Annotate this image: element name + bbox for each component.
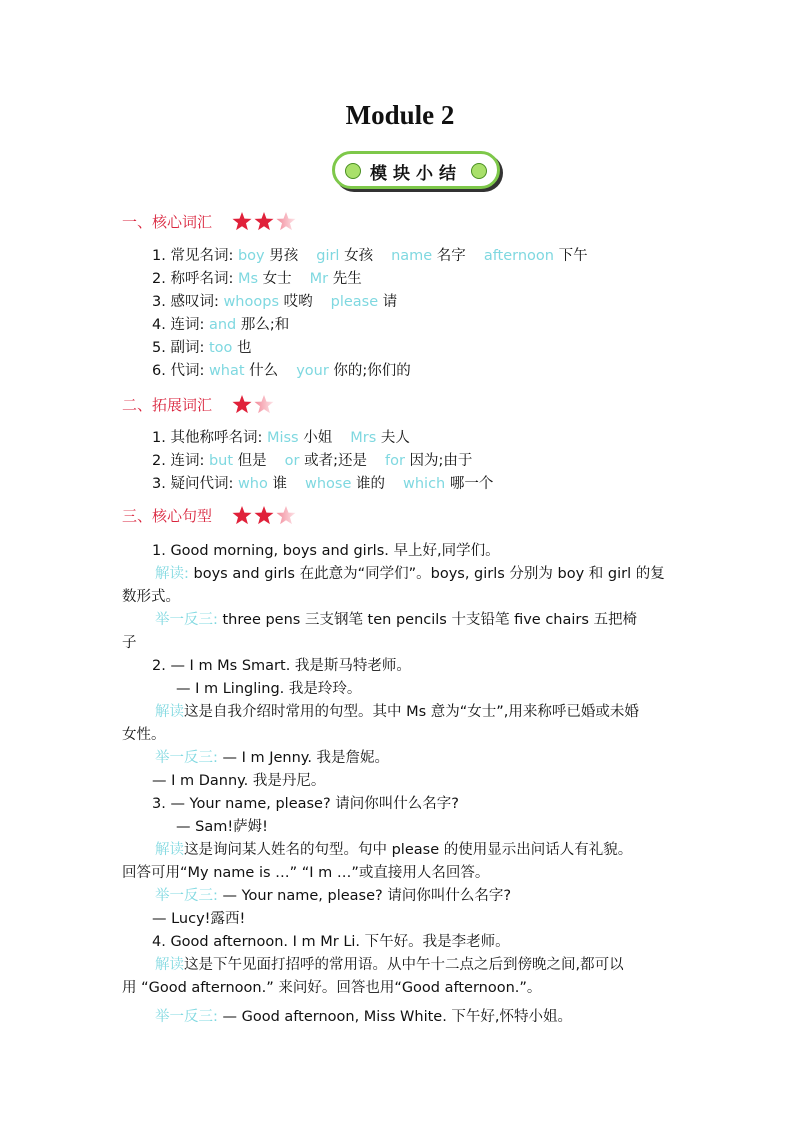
vocab-meaning: 因为;由于 [404,453,473,469]
vocab-word: girl [316,248,340,264]
item-number: 3. [152,476,171,492]
example-line [155,885,511,907]
explanation-line [155,563,665,585]
example-text: — Your name, please? 请问你叫什么名字? [217,888,512,904]
vocab-word: but [208,453,234,469]
category-label: 其他称呼名词: [170,430,267,446]
explanation-text: 用 “Good afternoon.” 来问好。回答也用“Good afternoon.”。 [122,980,542,996]
rating-stars-icon [232,505,312,527]
vocab-line [152,427,410,449]
sentence-text: 1. Good morning, boys and girls. 早上好,同学们。 [152,543,500,559]
vocab-word: please [330,294,379,310]
item-number: 2. [152,453,171,469]
category-label: 疑问代词: [170,476,238,492]
example-text: 子 [122,635,137,651]
jiedu-label: 解读: [155,566,189,582]
example-line [155,747,389,769]
explanation-text: 这是询问某人姓名的句型。句中 please 的使用显示出问话人有礼貌。 [184,842,633,858]
fansan-label: 举一反三: [155,612,218,628]
star-half-icon [276,506,295,524]
fansan-label: 举一反三: [155,1009,218,1025]
category-label: 副词: [170,340,209,356]
star-full-icon [254,212,273,230]
vocab-meaning: 女士 [258,271,292,287]
vocab-word: name [391,248,433,264]
vocab-meaning: 谁的 [351,476,385,492]
vocab-meaning: 那么;和 [236,317,290,333]
sentence-text: 2. — I m Ms Smart. 我是斯马特老师。 [152,658,411,674]
vocab-word: afternoon [483,248,554,264]
example-text: — Lucy!露西! [152,911,246,927]
vocab-word: and [208,317,237,333]
item-number: 1. [152,430,171,446]
section-label: 一、核心词汇 [122,213,213,231]
star-half-icon [254,395,273,413]
vocab-meaning: 夫人 [376,430,410,446]
example-text: three pens 三支钢笔 ten pencils 十支铅笔 five chairs 五把椅 [217,612,638,628]
explanation-line [155,839,632,861]
vocab-meaning: 下午 [553,248,588,264]
vocab-line [152,314,289,336]
vocab-word: boy [237,248,265,264]
vocab-meaning: 什么 [244,363,279,379]
vocab-word: or [284,453,300,469]
category-label: 代词: [170,363,209,379]
sentence-text: 4. Good afternoon. I m Mr Li. 下午好。我是李老师。 [152,934,510,950]
explanation-text: 女性。 [122,727,166,743]
explanation-text: 数形式。 [122,589,180,605]
explanation-line [155,701,639,723]
section-label: 三、核心句型 [122,507,213,525]
vocab-word: whose [304,476,352,492]
category-label: 称呼名词: [170,271,238,287]
item-number: 1. [152,248,171,264]
item-number: 5. [152,340,171,356]
vocab-line [152,450,472,472]
vocab-word: Mrs [350,430,377,446]
vocab-meaning: 但是 [233,453,267,469]
fansan-label: 举一反三: [155,888,218,904]
vocab-word: who [237,476,268,492]
vocab-word: Mr [309,271,329,287]
item-number: 6. [152,363,171,379]
example-text: — I m Danny. 我是丹尼。 [152,773,326,789]
explanation-text: boys and girls 在此意为“同学们”。boys, girls 分别为 boy 和 girl 的复 [188,566,665,582]
vocab-line [152,245,588,267]
vocab-meaning: 哪一个 [445,476,494,492]
explanation-text: 这是下午见面打招呼的常用语。从中午十二点之后到傍晚之间,都可以 [184,957,624,973]
vocab-meaning: 或者;还是 [299,453,367,469]
vocab-line [152,337,252,359]
vocab-line [152,291,397,313]
badge-text: 模块小结 [370,164,462,184]
vocab-word: Ms [237,271,259,287]
jiedu-label: 解读 [155,704,184,720]
item-number: 4. [152,317,171,333]
vocab-meaning: 也 [232,340,252,356]
vocab-word: for [385,453,405,469]
jiedu-label: 解读 [155,842,184,858]
vocab-word: whoops [223,294,280,310]
vocab-meaning: 先生 [328,271,362,287]
vocab-meaning: 请 [378,294,398,310]
vocab-meaning: 名字 [432,248,466,264]
star-full-icon [254,506,273,524]
page-title: Module 2 [345,100,455,130]
section-heading-core-vocab [122,211,212,233]
example-line [155,609,637,631]
vocab-word: Miss [266,430,299,446]
rating-stars-icon [232,394,312,416]
sentence-text: — Sam!萨姆! [176,819,268,835]
explanation-line [155,954,624,976]
explanation-text: 这是自我介绍时常用的句型。其中 Ms 意为“女士”,用来称呼已婚或未婚 [184,704,639,720]
example-text: — I m Jenny. 我是詹妮。 [217,750,390,766]
section-heading-ext-vocab [122,394,212,416]
star-full-icon [232,506,251,524]
example-text: — Good afternoon, Miss White. 下午好,怀特小姐。 [217,1009,573,1025]
vocab-word: what [208,363,245,379]
section-label: 二、拓展词汇 [122,396,213,414]
rating-stars-icon [232,211,312,233]
vocab-meaning: 谁 [267,476,287,492]
vocab-meaning: 你的;你们的 [328,363,411,379]
section-badge [332,151,500,189]
fansan-label: 举一反三: [155,750,218,766]
item-number: 2. [152,271,171,287]
vocab-meaning: 哎哟 [279,294,313,310]
vocab-meaning: 女孩 [339,248,374,264]
vocab-line [152,268,362,290]
vocab-word: too [208,340,233,356]
category-label: 常见名词: [170,248,238,264]
example-line [155,1006,572,1028]
star-full-icon [232,395,251,413]
category-label: 感叹词: [170,294,224,310]
jiedu-label: 解读 [155,957,184,973]
vocab-meaning: 小姐 [298,430,333,446]
sentence-text: — I m Lingling. 我是玲玲。 [176,681,362,697]
item-number: 3. [152,294,171,310]
vocab-line [152,360,411,382]
green-dot-icon [471,163,487,179]
category-label: 连词: [170,453,209,469]
vocab-word: which [403,476,446,492]
explanation-text: 回答可用“My name is …” “I m …”或直接用人名回答。 [122,865,490,881]
vocab-line [152,473,493,495]
category-label: 连词: [170,317,209,333]
star-full-icon [232,212,251,230]
section-heading-core-sentences [122,505,212,527]
vocab-meaning: 男孩 [264,248,299,264]
sentence-text: 3. — Your name, please? 请问你叫什么名字? [152,796,459,812]
star-half-icon [276,212,295,230]
vocab-word: your [296,363,329,379]
